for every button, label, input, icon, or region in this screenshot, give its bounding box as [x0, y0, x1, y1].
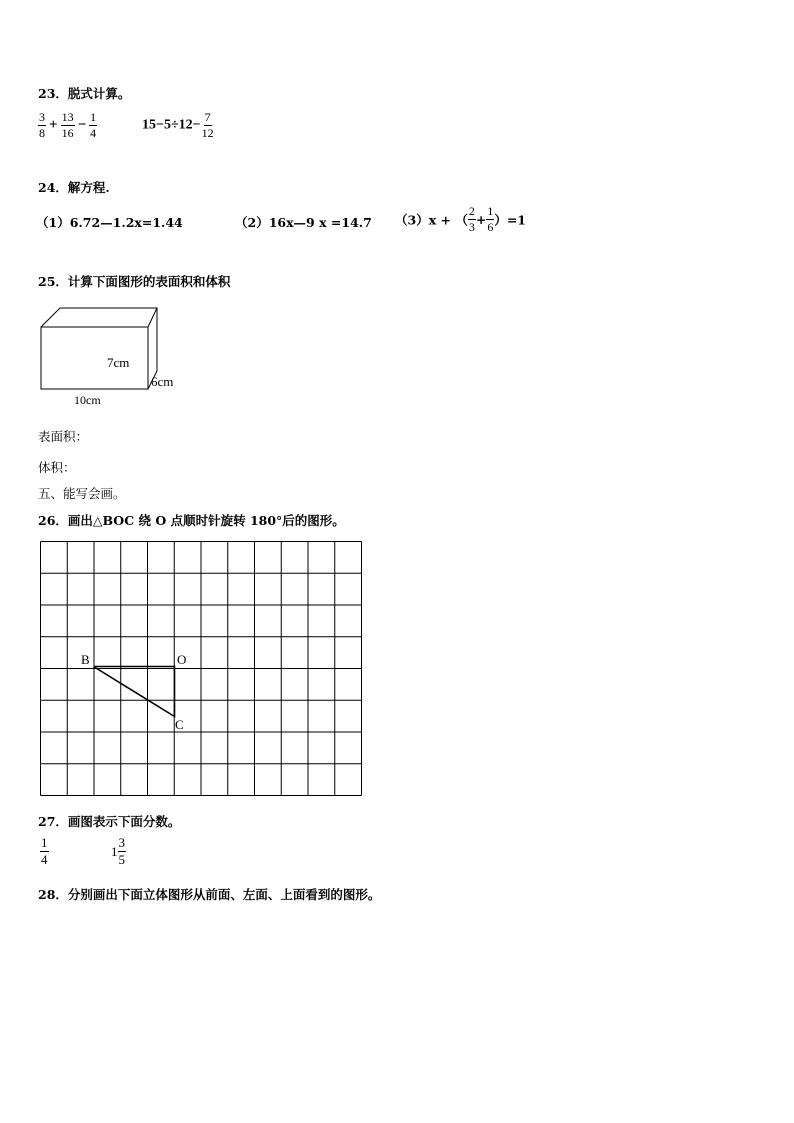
- point-o-label: O: [177, 652, 187, 667]
- volume-label: 体积：: [38, 460, 76, 475]
- mixed-number: 1 $\frac{3}{5}$: [111, 835, 125, 868]
- width-label: 10cm: [74, 393, 101, 407]
- q28-title: 28．分别画出下面立体图形从前面、左面、上面看到的图形。: [38, 887, 381, 902]
- q24-equation-2: （2）16x—9 x =14.7: [235, 215, 372, 230]
- q24-equation-3: （3）x + （ $\frac{2}{3}$ + $\frac{1}{6}$ ）=1: [395, 204, 526, 235]
- section-heading: 五、能写会画。: [38, 486, 126, 501]
- cuboid-top-face: [41, 308, 157, 327]
- fraction: $\frac{2}{3}$: [468, 204, 475, 235]
- fraction-one-quarter: $\frac{1}{4}$: [41, 835, 48, 868]
- cuboid-figure: [30, 300, 200, 412]
- q27-title: 27．画图表示下面分数。: [38, 814, 181, 829]
- q23-expression-1: $\frac{3}{8}$ + $\frac{13}{16}$ − $\frac{1}{4}$: [39, 110, 97, 141]
- height-label: 7cm: [107, 355, 130, 370]
- surface-area-label: 表面积：: [38, 429, 89, 444]
- cuboid-front-face: [41, 327, 148, 389]
- q24-title: 24．解方程.: [38, 180, 110, 195]
- point-c-label: C: [175, 717, 184, 732]
- fraction: $\frac{1}{4}$: [90, 110, 97, 141]
- depth-label: 6cm: [151, 374, 174, 389]
- rotation-grid: [38, 539, 363, 799]
- q23-title: 23．脱式计算。: [38, 86, 131, 101]
- q25-title: 25．计算下面图形的表面积和体积: [38, 274, 231, 289]
- fraction: $\frac{13}{16}$: [61, 110, 74, 141]
- fraction: $\frac{7}{12}$: [201, 110, 214, 141]
- point-b-label: B: [81, 652, 90, 667]
- fraction: $\frac{3}{8}$: [39, 110, 45, 141]
- fraction: $\frac{1}{6}$: [487, 204, 494, 235]
- q24-equation-1: （1）6.72—1.2x=1.44: [36, 215, 183, 230]
- triangle-boc: [94, 667, 175, 717]
- q23-expression-2: 15−5÷12− $\frac{7}{12}$: [142, 110, 214, 141]
- q26-title: 26．画出△BOC 绕 O 点顺时针旋转 180°后的图形。: [38, 513, 345, 528]
